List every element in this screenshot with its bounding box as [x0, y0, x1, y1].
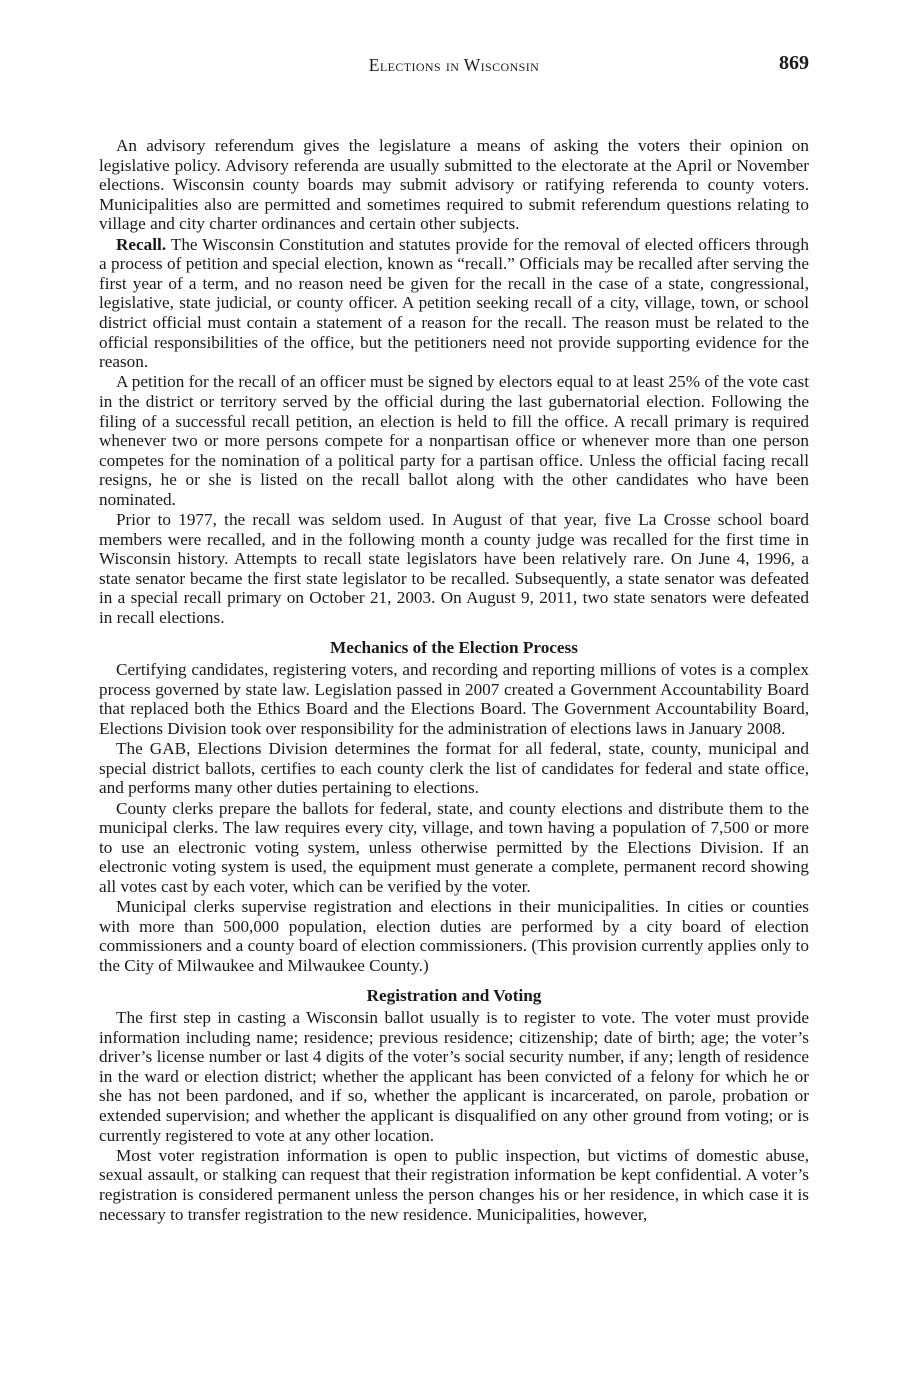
paragraph-county-clerks: County clerks prepare the ballots for federal, state, and county elections and distribute them to the municipal clerks. The law requires every city, village, and town having a population of 7,500 or more to use an electronic voting system, unless otherwise permitted by the Elections Division. If an electronic voting system is used, the equipment must generate a complete, permanent record showing all votes cast by each voter, which can be verified by the voter. [99, 798, 809, 896]
running-title: Elections in Wisconsin [368, 55, 540, 75]
paragraph-gab-duties: The GAB, Elections Division determines the format for all federal, state, county, municipal and special district ballots, certifies to each county clerk the list of candidates for federal and state office, and performs many other duties pertaining to elections. [99, 739, 809, 798]
paragraph-municipal-clerks: Municipal clerks supervise registration and elections in their municipalities. In cities or counties with more than 500,000 population, election duties are performed by a city board of election commissioners and a county board of election commissioners. (This provision currently applies only to the City of Milwaukee and Milwaukee County.) [99, 897, 809, 975]
recall-lead-in: Recall. [116, 234, 167, 254]
section-heading-mechanics: Mechanics of the Election Process [330, 637, 578, 657]
paragraph-recall-petition: A petition for the recall of an officer must be signed by electors equal to at least 25% of the vote cast in the district or territory served by the official during the last gubernatorial election. Following the filing of a successful recall petition, an election is held to fill the office. A recall primary is required whenever two or more persons compete for a nonpartisan office or whenever more than one person competes for the nomination of a political party for a partisan office. Unless the official facing recall resigns, he or she is listed on the recall ballot along with the other candidates who have been nominated. [99, 372, 809, 509]
paragraph-recall-history: Prior to 1977, the recall was seldom used. In August of that year, five La Crosse school board members were recalled, and in the following month a county judge was recalled for the first time in Wisconsin history. Attempts to recall state legislators have been relatively rare. On June 4, 1996, a state senator became the first state legislator to be recalled. Subsequently, a state senator was defeated in a special recall primary on October 21, 2003. On August 9, 2011, two state senators were defeated in recall elections. [99, 510, 809, 628]
paragraph-recall [99, 235, 809, 372]
paragraph-advisory-referendum: An advisory referendum gives the legislature a means of asking the voters their opinion on legislative policy. Advisory referenda are usually submitted to the electorate at the April or November elections. Wisconsin county boards may submit advisory or ratifying referenda to county voters. Municipalities also are permitted and sometimes required to submit referendum questions relating to village and city charter ordinances and certain other subjects. [99, 136, 809, 234]
page-number: 869 [779, 52, 809, 74]
running-header [99, 52, 809, 86]
paragraph-certifying: Certifying candidates, registering voters, and recording and reporting millions of votes is a complex process governed by state law. Legislation passed in 2007 created a Government Accountability Board that replaced both the Ethics Board and the Elections Board. The Government Accountability Board, Elections Division took over responsibility for the administration of elections laws in January 2008. [99, 660, 809, 738]
document-page [99, 52, 809, 1224]
section-heading-registration: Registration and Voting [366, 985, 542, 1005]
recall-text: The Wisconsin Constitution and statutes provide for the removal of elected officers through a process of petition and special election, known as “recall.” Officials may be recalled after serving the first year of a term, and no reason need be given for the recall in the case of a state, congressional, legislative, state judicial, or county officer. A petition seeking recall of a city, village, town, or school district official must contain a statement of a reason for the recall. The reason must be related to the official responsibilities of the office, but the petitioners need not provide supporting evidence for the reason. [99, 234, 809, 372]
paragraph-registration-info: Most voter registration information is open to public inspection, but victims of domestic abuse, sexual assault, or stalking can request that their registration information be kept confidential. A voter’s registration is considered permanent unless the person changes his or her residence, in which case it is necessary to transfer registration to the new residence. Municipalities, however, [99, 1145, 809, 1224]
paragraph-registration-step: The first step in casting a Wisconsin ballot usually is to register to vote. The voter must provide information including name; residence; previous residence; citizenship; date of birth; age; the voter’s driver’s license number or last 4 digits of the voter’s social security number, if any; length of residence in the ward or election district; whether the applicant has been convicted of a felony for which he or she has not been pardoned, and if so, whether the applicant is incarcerated, on parole, probation or extended supervision; and whether the applicant is disqualified on any other ground from voting; or is currently registered to vote at any other location. [99, 1008, 809, 1145]
